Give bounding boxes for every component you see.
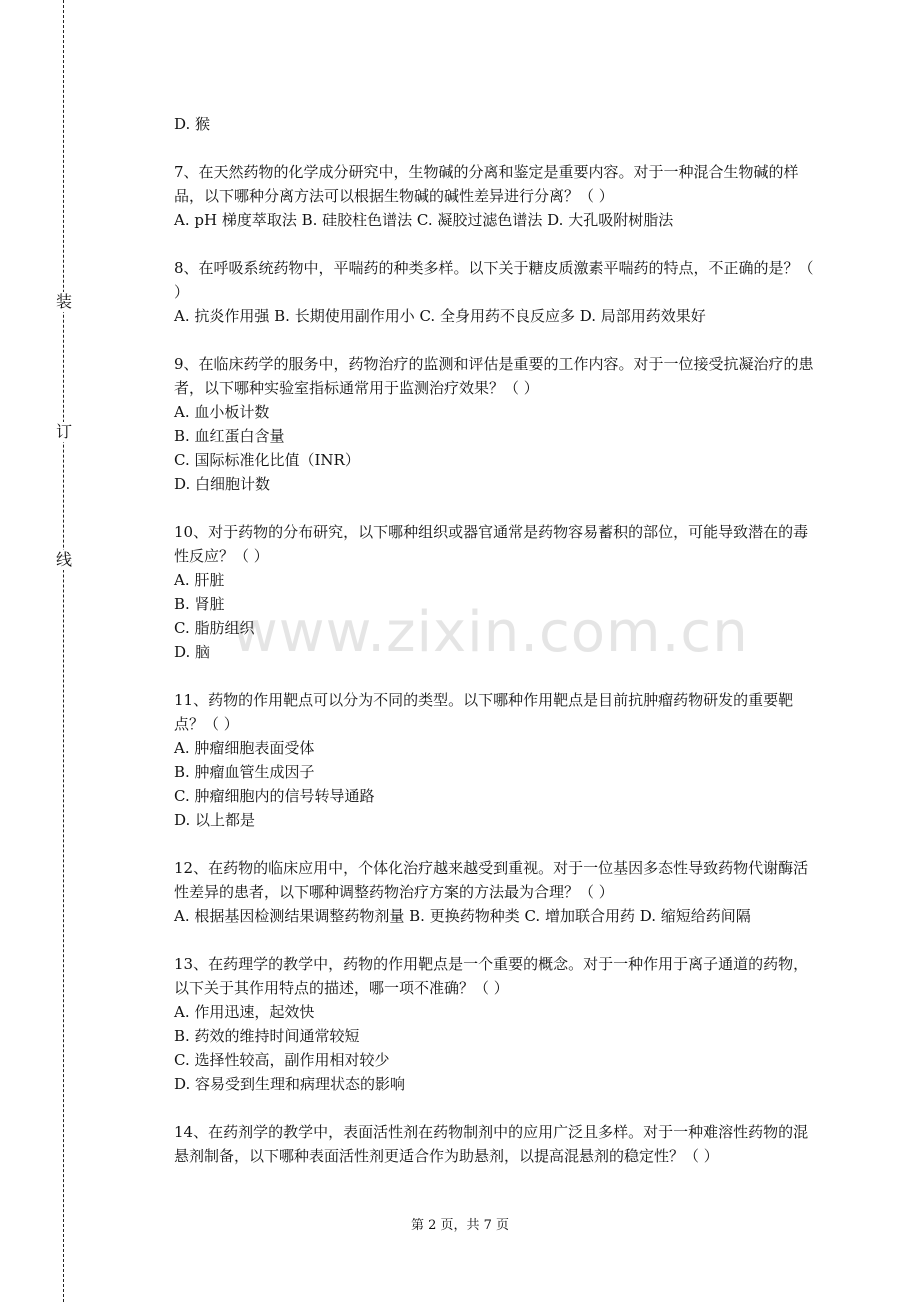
question-6-tail	[174, 112, 818, 136]
option-a: A. 作用迅速，起效快	[174, 1003, 315, 1021]
binding-char-zhuang: 装	[55, 292, 72, 311]
question-11	[174, 688, 818, 832]
question-options: A. 根据基因检测结果调整药物剂量 B. 更换药物种类 C. 增加联合用药 D. 缩短给药间隔	[174, 907, 751, 925]
option-c: C. 脂肪组织	[174, 619, 255, 637]
question-text: 12、在药物的临床应用中，个体化治疗越来越受到重视。对于一位基因多态性导致药物代谢酶活性差异的患者，以下哪种调整药物治疗方案的方法最为合理？（ ）	[174, 859, 809, 901]
option-d: D. 脑	[174, 643, 211, 661]
option-c: C. 选择性较高，副作用相对较少	[174, 1051, 390, 1069]
option-b: B. 血红蛋白含量	[174, 427, 285, 445]
question-text: 13、在药理学的教学中，药物的作用靶点是一个重要的概念。对于一种作用于离子通道的药物，以下关于其作用特点的描述，哪一项不准确？（ ）	[174, 955, 809, 997]
question-text: 7、在天然药物的化学成分研究中，生物碱的分离和鉴定是重要内容。对于一种混合生物碱的样品，以下哪种分离方法可以根据生物碱的碱性差异进行分离？（ ）	[174, 163, 799, 205]
question-text: 10、对于药物的分布研究，以下哪种组织或器官通常是药物容易蓄积的部位，可能导致潜在的毒性反应？（ ）	[174, 523, 809, 565]
option-d: D. 以上都是	[174, 811, 256, 829]
question-14	[174, 1120, 818, 1168]
option-c: C. 国际标准化比值（INR）	[174, 451, 360, 469]
option-b: B. 肿瘤血管生成因子	[174, 763, 315, 781]
question-text: 14、在药剂学的教学中，表面活性剂在药物制剂中的应用广泛且多样。对于一种难溶性药物的混悬剂制备，以下哪种表面活性剂更适合作为助悬剂，以提高混悬剂的稳定性？（ ）	[174, 1123, 809, 1165]
question-8	[174, 256, 818, 328]
page-number-footer: 第 2 页，共 7 页	[410, 1218, 510, 1233]
option-a: A. 肿瘤细胞表面受体	[174, 739, 315, 757]
binding-char-ding: 订	[55, 422, 72, 441]
question-10	[174, 520, 818, 664]
option-a: A. 肝脏	[174, 571, 225, 589]
question-12	[174, 856, 818, 928]
question-options: A. 抗炎作用强 B. 长期使用副作用小 C. 全身用药不良反应多 D. 局部用药效果好	[174, 307, 706, 325]
question-list	[174, 112, 818, 1192]
question-text: 9、在临床药学的服务中，药物治疗的监测和评估是重要的工作内容。对于一位接受抗凝治疗的患者，以下哪种实验室指标通常用于监测治疗效果？（ ）	[174, 355, 814, 397]
question-13	[174, 952, 818, 1096]
binding-dashed-line	[63, 0, 64, 1302]
option-d: D. 白细胞计数	[174, 475, 271, 493]
option-a: A. 血小板计数	[174, 403, 270, 421]
option-b: B. 肾脏	[174, 595, 225, 613]
option-d: D. 猴	[174, 115, 211, 133]
question-9	[174, 352, 818, 496]
watermark: www.zixin.com.cn	[232, 600, 749, 665]
binding-char-xian: 线	[55, 550, 72, 569]
question-options: A. pH 梯度萃取法 B. 硅胶柱色谱法 C. 凝胶过滤色谱法 D. 大孔吸附树脂法	[174, 211, 674, 229]
option-c: C. 肿瘤细胞内的信号转导通路	[174, 787, 375, 805]
option-b: B. 药效的维持时间通常较短	[174, 1027, 360, 1045]
option-d: D. 容易受到生理和病理状态的影响	[174, 1075, 406, 1093]
question-text: 11、药物的作用靶点可以分为不同的类型。以下哪种作用靶点是目前抗肿瘤药物研发的重要靶点？（ ）	[174, 691, 794, 733]
question-text: 8、在呼吸系统药物中，平喘药的种类多样。以下关于糖皮质激素平喘药的特点，不正确的是？（ ）	[174, 259, 814, 301]
question-7	[174, 160, 818, 232]
